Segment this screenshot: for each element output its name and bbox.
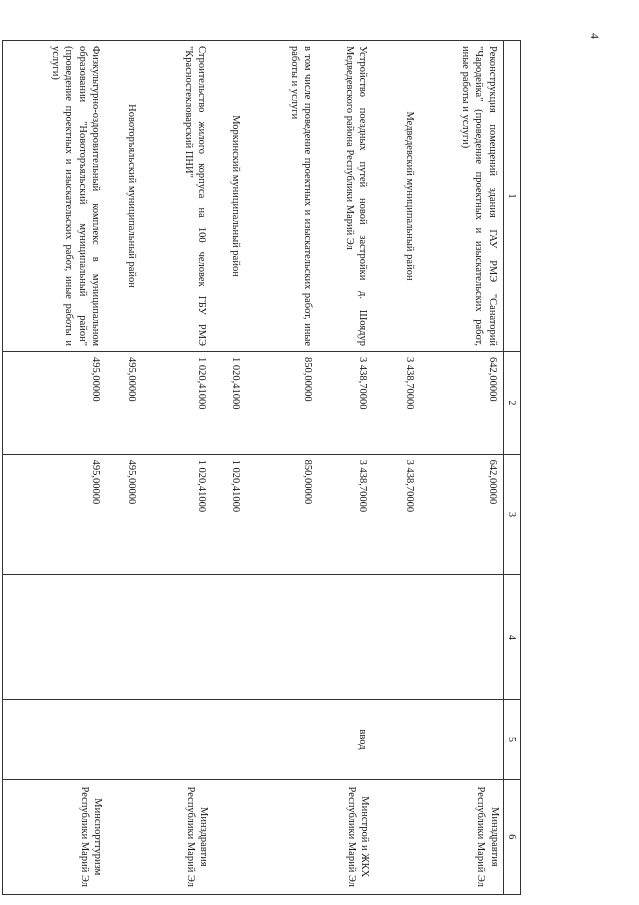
district-name-cell: Медведевский муниципальный район (374, 41, 429, 352)
amount-cell: 3 438,70000 (319, 352, 374, 455)
amount-cell (429, 575, 504, 700)
object-name-cell: Реконструкция помещений здания ГАУ РМЭ "Санаторий "Чародейка" (проведение проектных и изыскательских работ, иные работы и услуги) (429, 41, 504, 352)
object-name-cell: Физкультурно-оздоровительный комплекс в муниципальном образовании "Новоторъяльский муниципальный район" (проведение проектных и изыскательских работ, иные работы и услуги) (3, 41, 107, 352)
column-header: 5 (504, 700, 521, 779)
note-cell (143, 700, 213, 779)
amount-cell: 1 020,41000 (143, 352, 213, 455)
amount-cell: 1 020,41000 (143, 454, 213, 575)
amount-cell: 495,00000 (3, 454, 107, 575)
amount-cell: 3 438,70000 (319, 454, 374, 575)
amount-cell: 3 438,70000 (374, 352, 429, 455)
table-row (213, 41, 247, 895)
object-name-cell: Устройство поездных путей новой застройки д. Шоядур Медведевского района Республики Марий Эл (319, 41, 374, 352)
amount-cell: 642,00000 (429, 454, 504, 575)
amount-cell: 3 438,70000 (374, 454, 429, 575)
table-row (3, 41, 107, 895)
responsible-cell: Минздравтия Республики Марий Эл (143, 779, 213, 894)
amount-cell (213, 575, 247, 700)
amount-cell: 495,00000 (107, 454, 143, 575)
column-header: 3 (504, 454, 521, 575)
district-name-cell: Моркинский муниципальный район (213, 41, 247, 352)
responsible-cell (213, 779, 247, 894)
table-row (429, 41, 504, 895)
responsible-cell (247, 779, 319, 894)
note-cell: ввод (319, 700, 374, 779)
amount-cell: 495,00000 (107, 352, 143, 455)
responsible-cell: Минстрой и ЖКХ Республики Марий Эл (319, 779, 374, 894)
responsible-cell: Минспорттуризм Республики Марий Эл (3, 779, 107, 894)
amount-cell: 1 020,41000 (213, 352, 247, 455)
object-name-cell: в том числе проведение проектных и изыскательских работ, иные работы и услуги (247, 41, 319, 352)
amount-cell (247, 575, 319, 700)
table-row (247, 41, 319, 895)
responsible-cell (107, 779, 143, 894)
amount-cell (107, 575, 143, 700)
table-header-row (504, 41, 521, 895)
amount-cell (374, 575, 429, 700)
responsible-cell: Минздравтия Республики Марий Эл (429, 779, 504, 894)
amount-cell (3, 575, 107, 700)
column-header: 2 (504, 352, 521, 455)
note-cell (374, 700, 429, 779)
note-cell (213, 700, 247, 779)
column-header: 6 (504, 779, 521, 894)
amount-cell (319, 575, 374, 700)
note-cell (3, 700, 107, 779)
investment-program-table (2, 40, 521, 895)
column-header: 4 (504, 575, 521, 700)
column-header: 1 (504, 41, 521, 352)
table-row (143, 41, 213, 895)
responsible-cell (374, 779, 429, 894)
table-row (107, 41, 143, 895)
table-row (319, 41, 374, 895)
table-row (374, 41, 429, 895)
amount-cell: 495,00000 (3, 352, 107, 455)
amount-cell: 1 020,41000 (213, 454, 247, 575)
note-cell (429, 700, 504, 779)
page-number: 4 (588, 33, 602, 39)
note-cell (247, 700, 319, 779)
amount-cell: 850,00000 (247, 352, 319, 455)
object-name-cell: Строительство жилого корпуса на 100 человек ГБУ РМЭ "Красностекловарский ПНИ" (143, 41, 213, 352)
amount-cell (143, 575, 213, 700)
rotated-table-wrapper (2, 40, 521, 895)
district-name-cell: Новоторъяльский муниципальный район (107, 41, 143, 352)
amount-cell: 850,00000 (247, 454, 319, 575)
amount-cell: 642,00000 (429, 352, 504, 455)
note-cell (107, 700, 143, 779)
